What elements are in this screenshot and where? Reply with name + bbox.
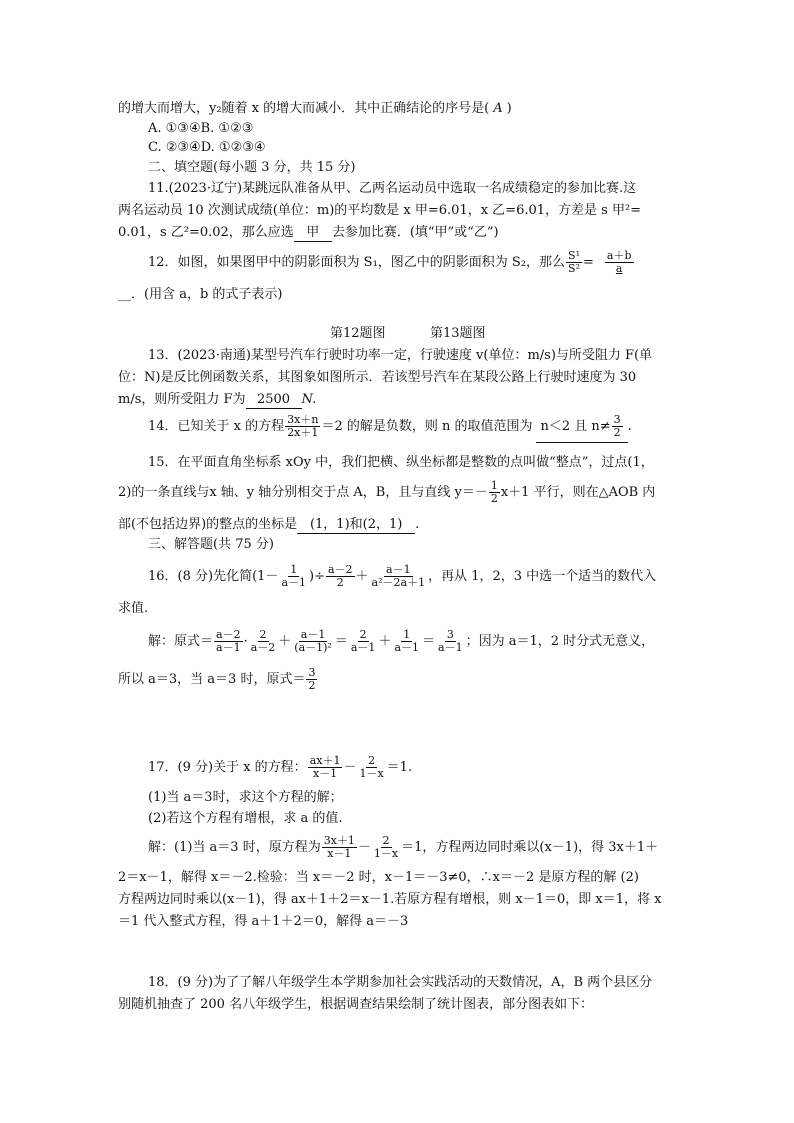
q11-line2: 两名运动员 10 次测试成绩(单位：m)的平均数是 x 甲=6.01，x 乙=6.01，方差是 s 甲²= [118, 203, 642, 218]
q17-part2: (2)若这个方程有增根，求 a 的值. [148, 811, 343, 826]
section-2-heading: 二、填空题(每小题 3 分，共 15 分) [148, 160, 356, 175]
q10-tail: 的增大而增大，y₂随着 x 的增大而减小．其中正确结论的序号是( A ) [118, 101, 512, 116]
section-3-heading: 三、解答题(共 75 分) [148, 537, 274, 552]
q17-solution: 解：(1)当 a＝3 时，原方程为 $\frac{3x+1}{x-1}$ － $\frac{2}{1-x}$ ＝1，方程两边同时乘以(x－1)，得 3x＋1＋ [148, 834, 659, 860]
q12-answer: $\frac{a+b}{a}$ [606, 249, 632, 275]
q10-options-ab: A. ①③④B. ①②③ [148, 121, 254, 136]
q10-options-cd: C. ②③④D. ①②③④ [148, 140, 266, 155]
q15-answer: (1，1)和(2，1) [297, 517, 415, 534]
q11-line3: 0.01，s 乙²=0.02，那么应选 甲 去参加比赛．(填“甲”或“乙”) [118, 225, 499, 240]
q17-question: 17．(9 分)关于 x 的方程： $\frac{ax+1}{x-1}$ － $\frac{2}{1-x}$ ＝1. [148, 754, 413, 780]
q16-solution: 解：原式＝ $\frac{a-2}{a-1}$ · $\frac{2}{a-2}$ ＋ $\frac{a-1}{\text{(a－1)²}}$ ＝ $\frac{2}{a-1}$ ＋ $\frac{1}{a-1}$ ＝ $\frac{3}{a-1}$ ；因为 a＝1，2 时分式无意义， [148, 628, 655, 654]
q15-fraction: $\frac{1}{2}$ [490, 479, 498, 505]
q18-line1: 18．(9 分)为了了解八年级学生本学期参加社会实践活动的天数情况，A，B 两个县区分 [148, 975, 653, 990]
q13-line3: m/s，则所受阻力 F为 2500 N. [118, 392, 317, 407]
q15-line1: 15．在平面直角坐标系 xOy 中，我们把横、纵坐标都是整数的点叫做“整点”，过点(1， [148, 455, 654, 470]
fig13-label: 第13题图 [430, 326, 486, 341]
q12-fraction: $\frac{\text{S¹}}{\text{S²}}$ [568, 249, 580, 275]
q16-solution-line2: 所以 a＝3，当 a＝3 时，原式＝ $\frac{3}{2}$ [118, 666, 316, 692]
q11-line1: 11.(2023·辽宁)某跳远队准备从甲、乙两名运动员中选取一名成绩稳定的参加比赛.这 [148, 181, 637, 196]
q14-answer: n＜2 且 n≠ $\frac{3}{2}$ [536, 412, 627, 443]
q18-line2: 别随机抽查了 200 名八年级学生，根据调查结果绘制了统计图表，部分图表如下： [118, 997, 594, 1012]
fig12-label: 第12题图 [330, 326, 386, 341]
q12-line2: __．(用含 a，b 的式子表示) [118, 287, 283, 302]
q13-answer: 2500 [246, 392, 302, 409]
q11-answer: 甲 [294, 225, 332, 242]
q16-line2: 求值. [118, 601, 149, 616]
q15-line3: 部(不包括边界)的整点的坐标是 (1，1)和(2，1) . [118, 517, 420, 532]
q17-solution-line4: ＝1 代入整式方程，得 a＋1＋2＝0，解得 a＝－3 [118, 914, 409, 929]
q17-solution-line3: 方程两边同时乘以(x－1)，得 ax＋1＋2＝x－1.若原方程有增根，则 x－1＝0，即 x＝1，将 x [118, 892, 662, 907]
q14-line: 14．已知关于 x 的方程 $\frac{3x+n}{2x+1}$ ＝2 的解是负数，则 n 的取值范围为 n＜2 且 n≠ $\frac{3}{2}$ . [148, 412, 632, 443]
q15-line2: 2)的一条直线与x 轴、y 轴分别相交于点 A，B，且与直线 y＝－ $\frac{1}{2}$ x＋1 平行，则在△AOB 内 [118, 479, 656, 505]
q13-line2: 位：N)是反比例函数关系，其图象如图所示．若该型号汽车在某段公路上行驶时速度为 30 [118, 370, 637, 385]
q16-question: 16．(8 分)先化简(1－ $\frac{1}{a-1}$ )÷ $\frac{a-2}{2}$ ＋ $\frac{a-1}{\text{a²－2a＋1}}$ ，再从 1，2，3 中选一个适当的数代入 [148, 563, 657, 589]
q17-solution-line2: 2＝x－1，解得 x＝－2.检验：当 x＝－2 时，x－1＝－3≠0，∴x＝－2 是原方程的解 (2) [118, 870, 639, 885]
q13-line1: 13．(2023·南通)某型号汽车行驶时功率一定，行驶速度 v(单位：m/s)与所受阻力 F(单 [148, 348, 653, 363]
q12-line1: 12．如图，如果图甲中的阴影面积为 S₁，图乙中的阴影面积为 S₂，那么 $\frac{\text{S¹}}{\text{S²}}$ = $\frac{a+b}{a}$ [148, 248, 639, 278]
q10-answer: A [493, 101, 503, 116]
q14-fraction: $\frac{3x+n}{2x+1}$ [287, 413, 319, 439]
q17-part1: (1)当 a＝3时，求这个方程的解； [148, 790, 343, 805]
